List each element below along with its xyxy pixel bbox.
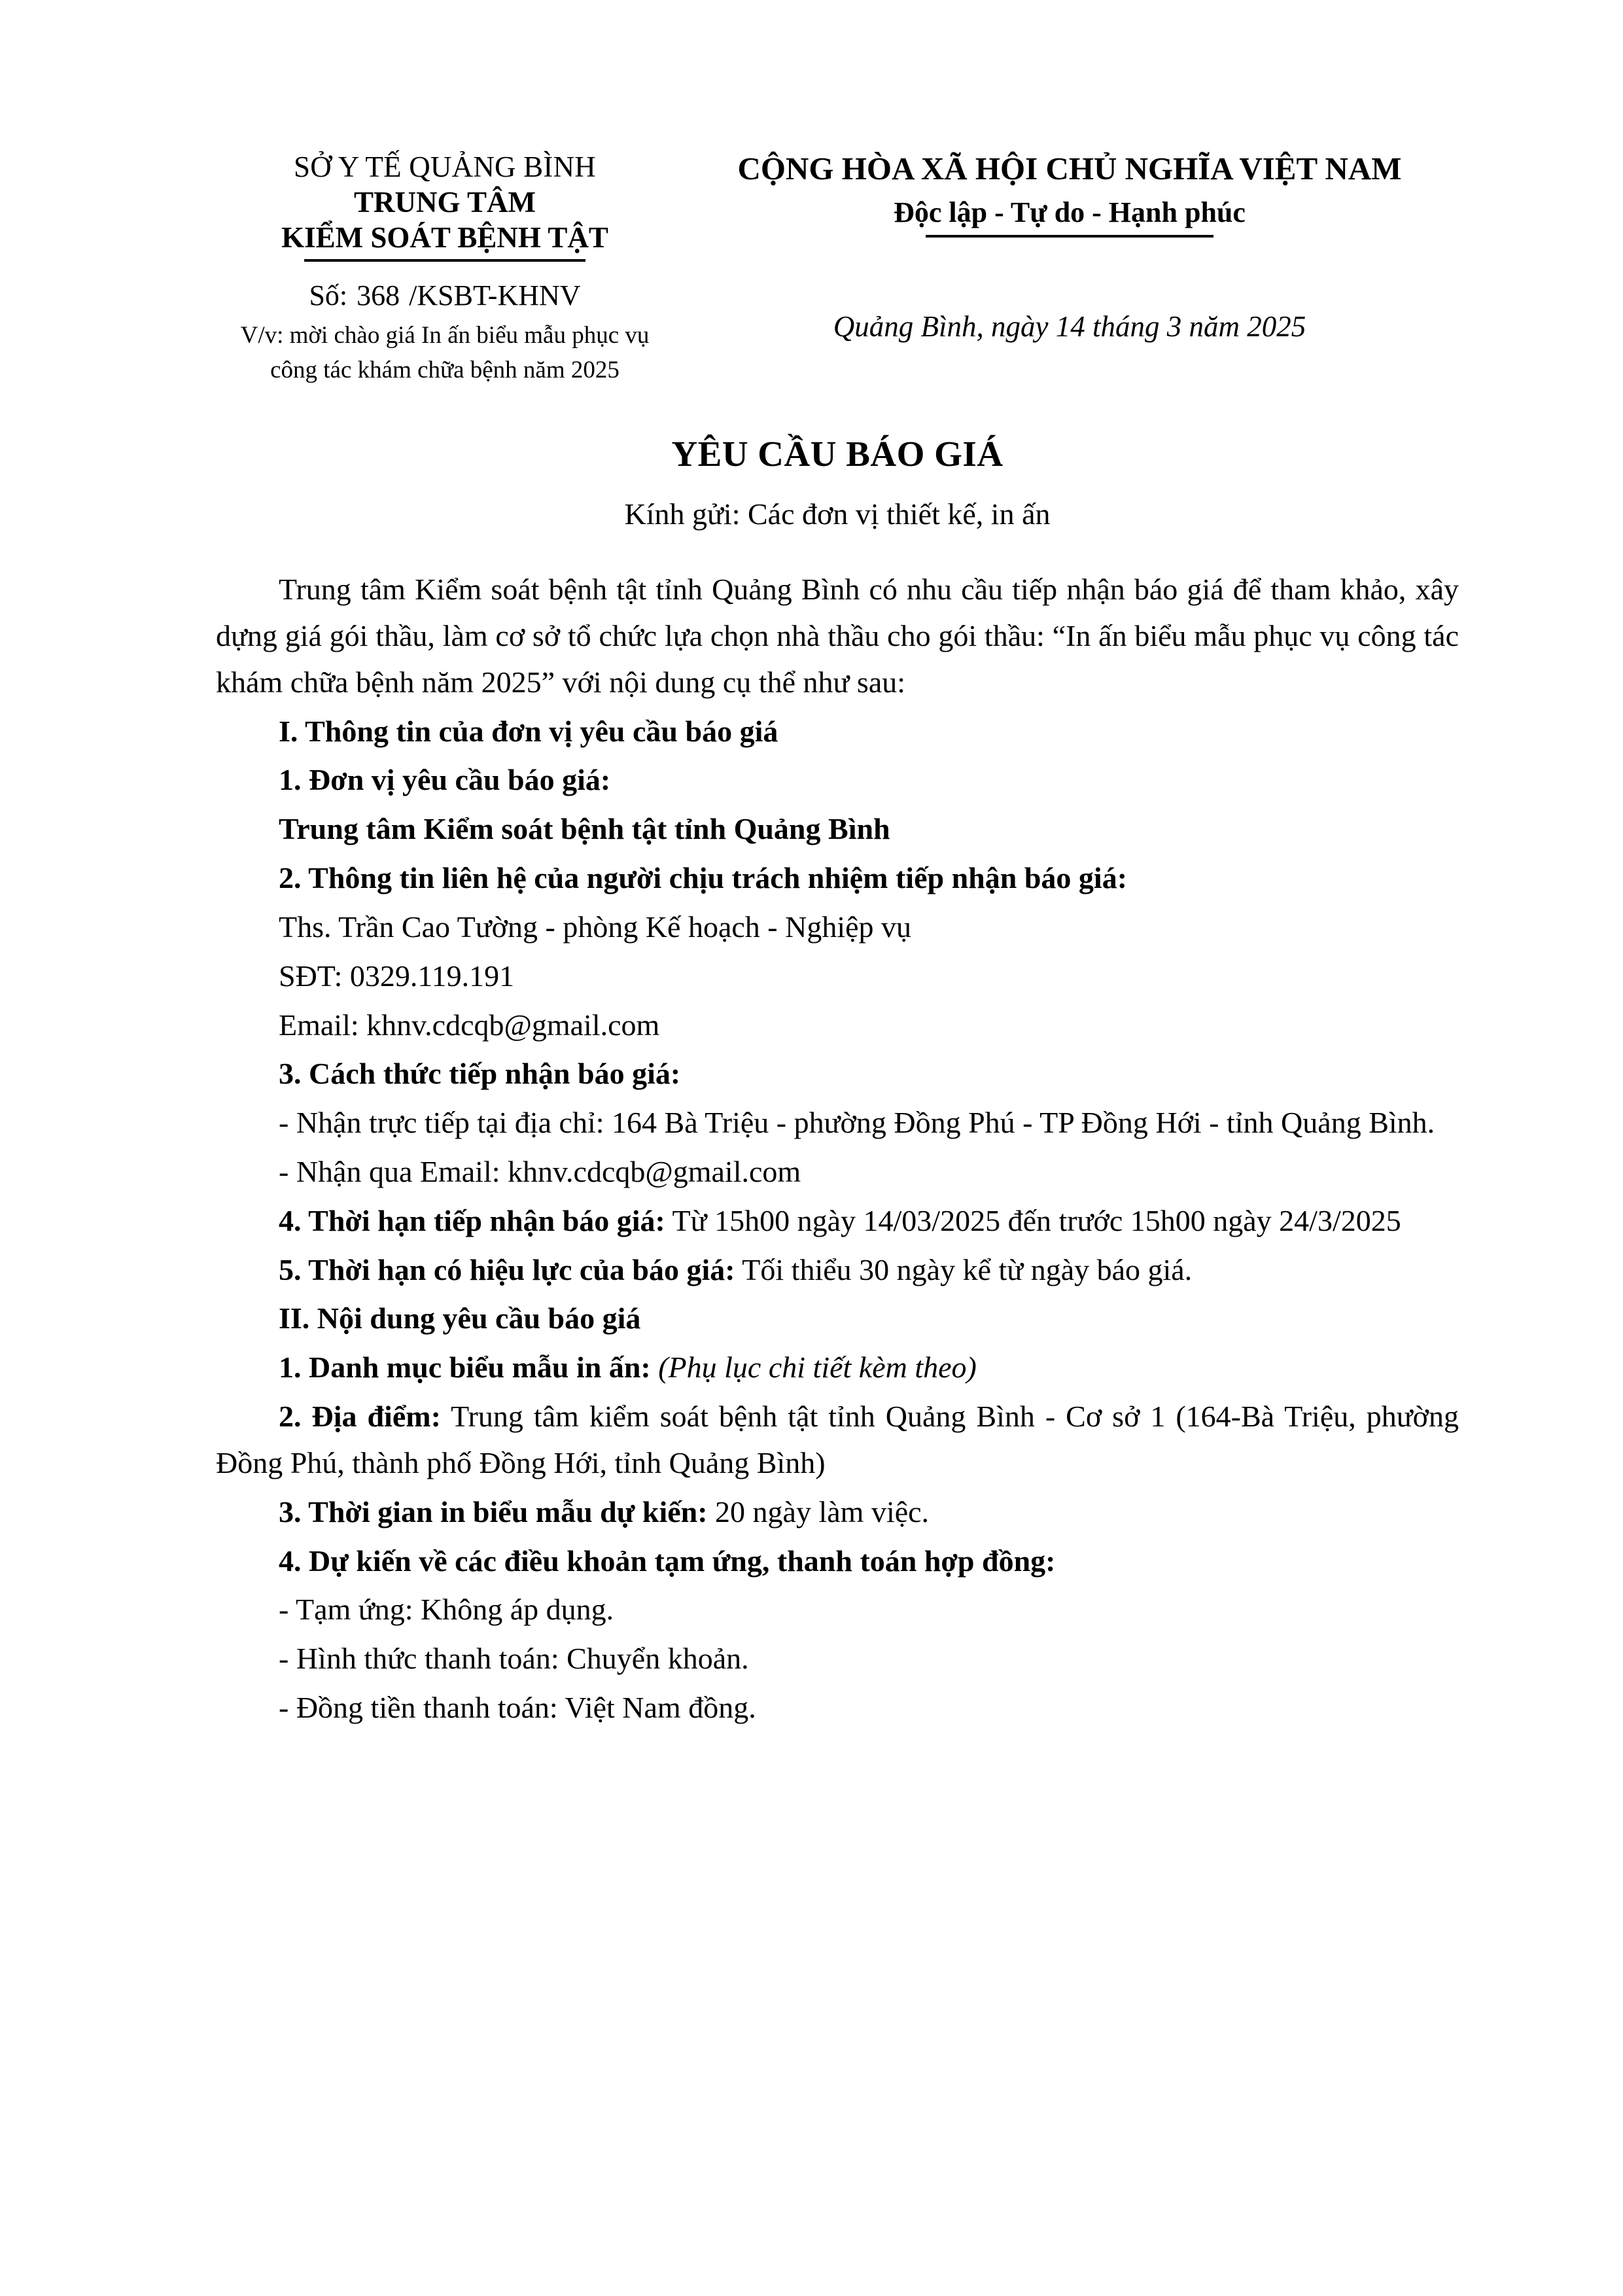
contact-email: Email: khnv.cdcqb@gmail.com <box>279 1008 660 1042</box>
place-and-date: Quảng Bình, ngày 14 tháng 3 năm 2025 <box>833 310 1306 344</box>
item-2-3-value: 20 ngày làm việc. <box>707 1494 930 1528</box>
document-sheet <box>216 0 1459 1734</box>
item-2-2 <box>216 1394 1459 1487</box>
document-body <box>216 567 1459 1731</box>
subject-line: V/v: mời chào giá In ấn biểu mẫu phục vụ công tác khám chữa bệnh năm 2025 <box>240 322 650 383</box>
contact-person: Ths. Trần Cao Tường - phòng Kế hoạch - Nghiệp vụ <box>279 910 912 944</box>
item-2-2-value: Trung tâm kiểm soát bệnh tật tỉnh Quảng Bình - Cơ sở 1 (164-Bà Triệu, phường Đồng Phú, thành phố Đồng Hới, tỉnh Quảng Bình) <box>216 1400 1459 1479</box>
item-2-3-label: 3. Thời gian in biểu mẫu dự kiến: <box>279 1494 708 1528</box>
letterhead <box>216 0 1459 387</box>
national-motto: Độc lập - Tự do - Hạnh phúc <box>894 196 1246 228</box>
item-2-2-label: 2. Địa điểm: <box>279 1400 441 1434</box>
document-number-line <box>216 279 674 312</box>
item-1-3-label: 3. Cách thức tiếp nhận báo giá: <box>279 1057 681 1091</box>
item-1-4-label: 4. Thời hạn tiếp nhận báo giá: <box>279 1203 665 1237</box>
item-2-3 <box>216 1489 1459 1536</box>
item-1-1-value: Trung tâm Kiểm soát bệnh tật tỉnh Quảng Bình <box>279 812 890 846</box>
item-1-2-label: 2. Thông tin liên hệ của người chịu trách nhiệm tiếp nhận báo giá: <box>279 861 1128 895</box>
document-number-value: 368 <box>357 279 400 311</box>
letterhead-divider-left <box>304 259 585 262</box>
item-2-4-label: 4. Dự kiến về các điều khoản tạm ứng, thanh toán hợp đồng: <box>279 1544 1056 1578</box>
item-1-4-value: Từ 15h00 ngày 14/03/2025 đến trước 15h00 ngày 24/3/2025 <box>665 1203 1401 1237</box>
country-name: CỘNG HÒA XÃ HỘI CHỦ NGHĨA VIỆT NAM <box>737 150 1402 186</box>
item-1-3-bullet-1: - Nhận trực tiếp tại địa chỉ: 164 Bà Triệu - phường Đồng Phú - TP Đồng Hới - tỉnh Quảng Bình. <box>279 1106 1435 1140</box>
addressee-line: Kính gửi: Các đơn vị thiết kế, in ấn <box>624 497 1051 531</box>
document-number-label: Số: <box>309 279 348 311</box>
issuing-authority-block <box>216 149 674 387</box>
item-1-5 <box>216 1247 1459 1294</box>
section-heading-1: I. Thông tin của đơn vị yêu cầu báo giá <box>279 714 778 748</box>
item-2-4-bullet-1: - Tạm ứng: Không áp dụng. <box>279 1593 614 1627</box>
item-2-4-bullet-3: - Đồng tiền thanh toán: Việt Nam đồng. <box>279 1691 756 1725</box>
section-heading-2: II. Nội dung yêu cầu báo giá <box>279 1301 641 1335</box>
item-1-5-label: 5. Thời hạn có hiệu lực của báo giá: <box>279 1252 735 1286</box>
organization-name-line2: KIỂM SOÁT BỆNH TẬT <box>281 221 608 254</box>
item-1-1-label: 1. Đơn vị yêu cầu báo giá: <box>279 763 611 797</box>
contact-phone: SĐT: 0329.119.191 <box>279 959 515 993</box>
item-1-3-bullet-2: - Nhận qua Email: khnv.cdcqb@gmail.com <box>279 1155 801 1188</box>
organization-name-line1: TRUNG TÂM <box>354 186 536 219</box>
item-2-4-bullet-2: - Hình thức thanh toán: Chuyển khoản. <box>279 1642 749 1676</box>
national-heading-block <box>674 149 1459 344</box>
document-number-suffix: /KSBT-KHNV <box>409 279 581 311</box>
item-2-1-value: (Phụ lục chi tiết kèm theo) <box>658 1351 977 1385</box>
intro-paragraph: Trung tâm Kiểm soát bệnh tật tỉnh Quảng Bình có nhu cầu tiếp nhận báo giá để tham khảo, xây dựng giá gói thầu, làm cơ sở tổ chức lựa chọn nhà thầu cho gói thầu: “In ấn biểu mẫu phục vụ công tác khám chữa bệnh năm 2025” với nội dung cụ thể như sau: <box>216 573 1459 699</box>
item-1-5-value: Tối thiểu 30 ngày kể từ ngày báo giá. <box>735 1252 1193 1286</box>
item-2-1-label: 1. Danh mục biểu mẫu in ấn: <box>279 1351 651 1385</box>
page-title: YÊU CẦU BÁO GIÁ <box>671 434 1003 474</box>
item-2-1 <box>216 1345 1459 1391</box>
letterhead-divider-right <box>926 235 1213 238</box>
parent-authority-name: SỞ Y TẾ QUẢNG BÌNH <box>294 150 596 183</box>
item-1-4 <box>216 1198 1459 1245</box>
